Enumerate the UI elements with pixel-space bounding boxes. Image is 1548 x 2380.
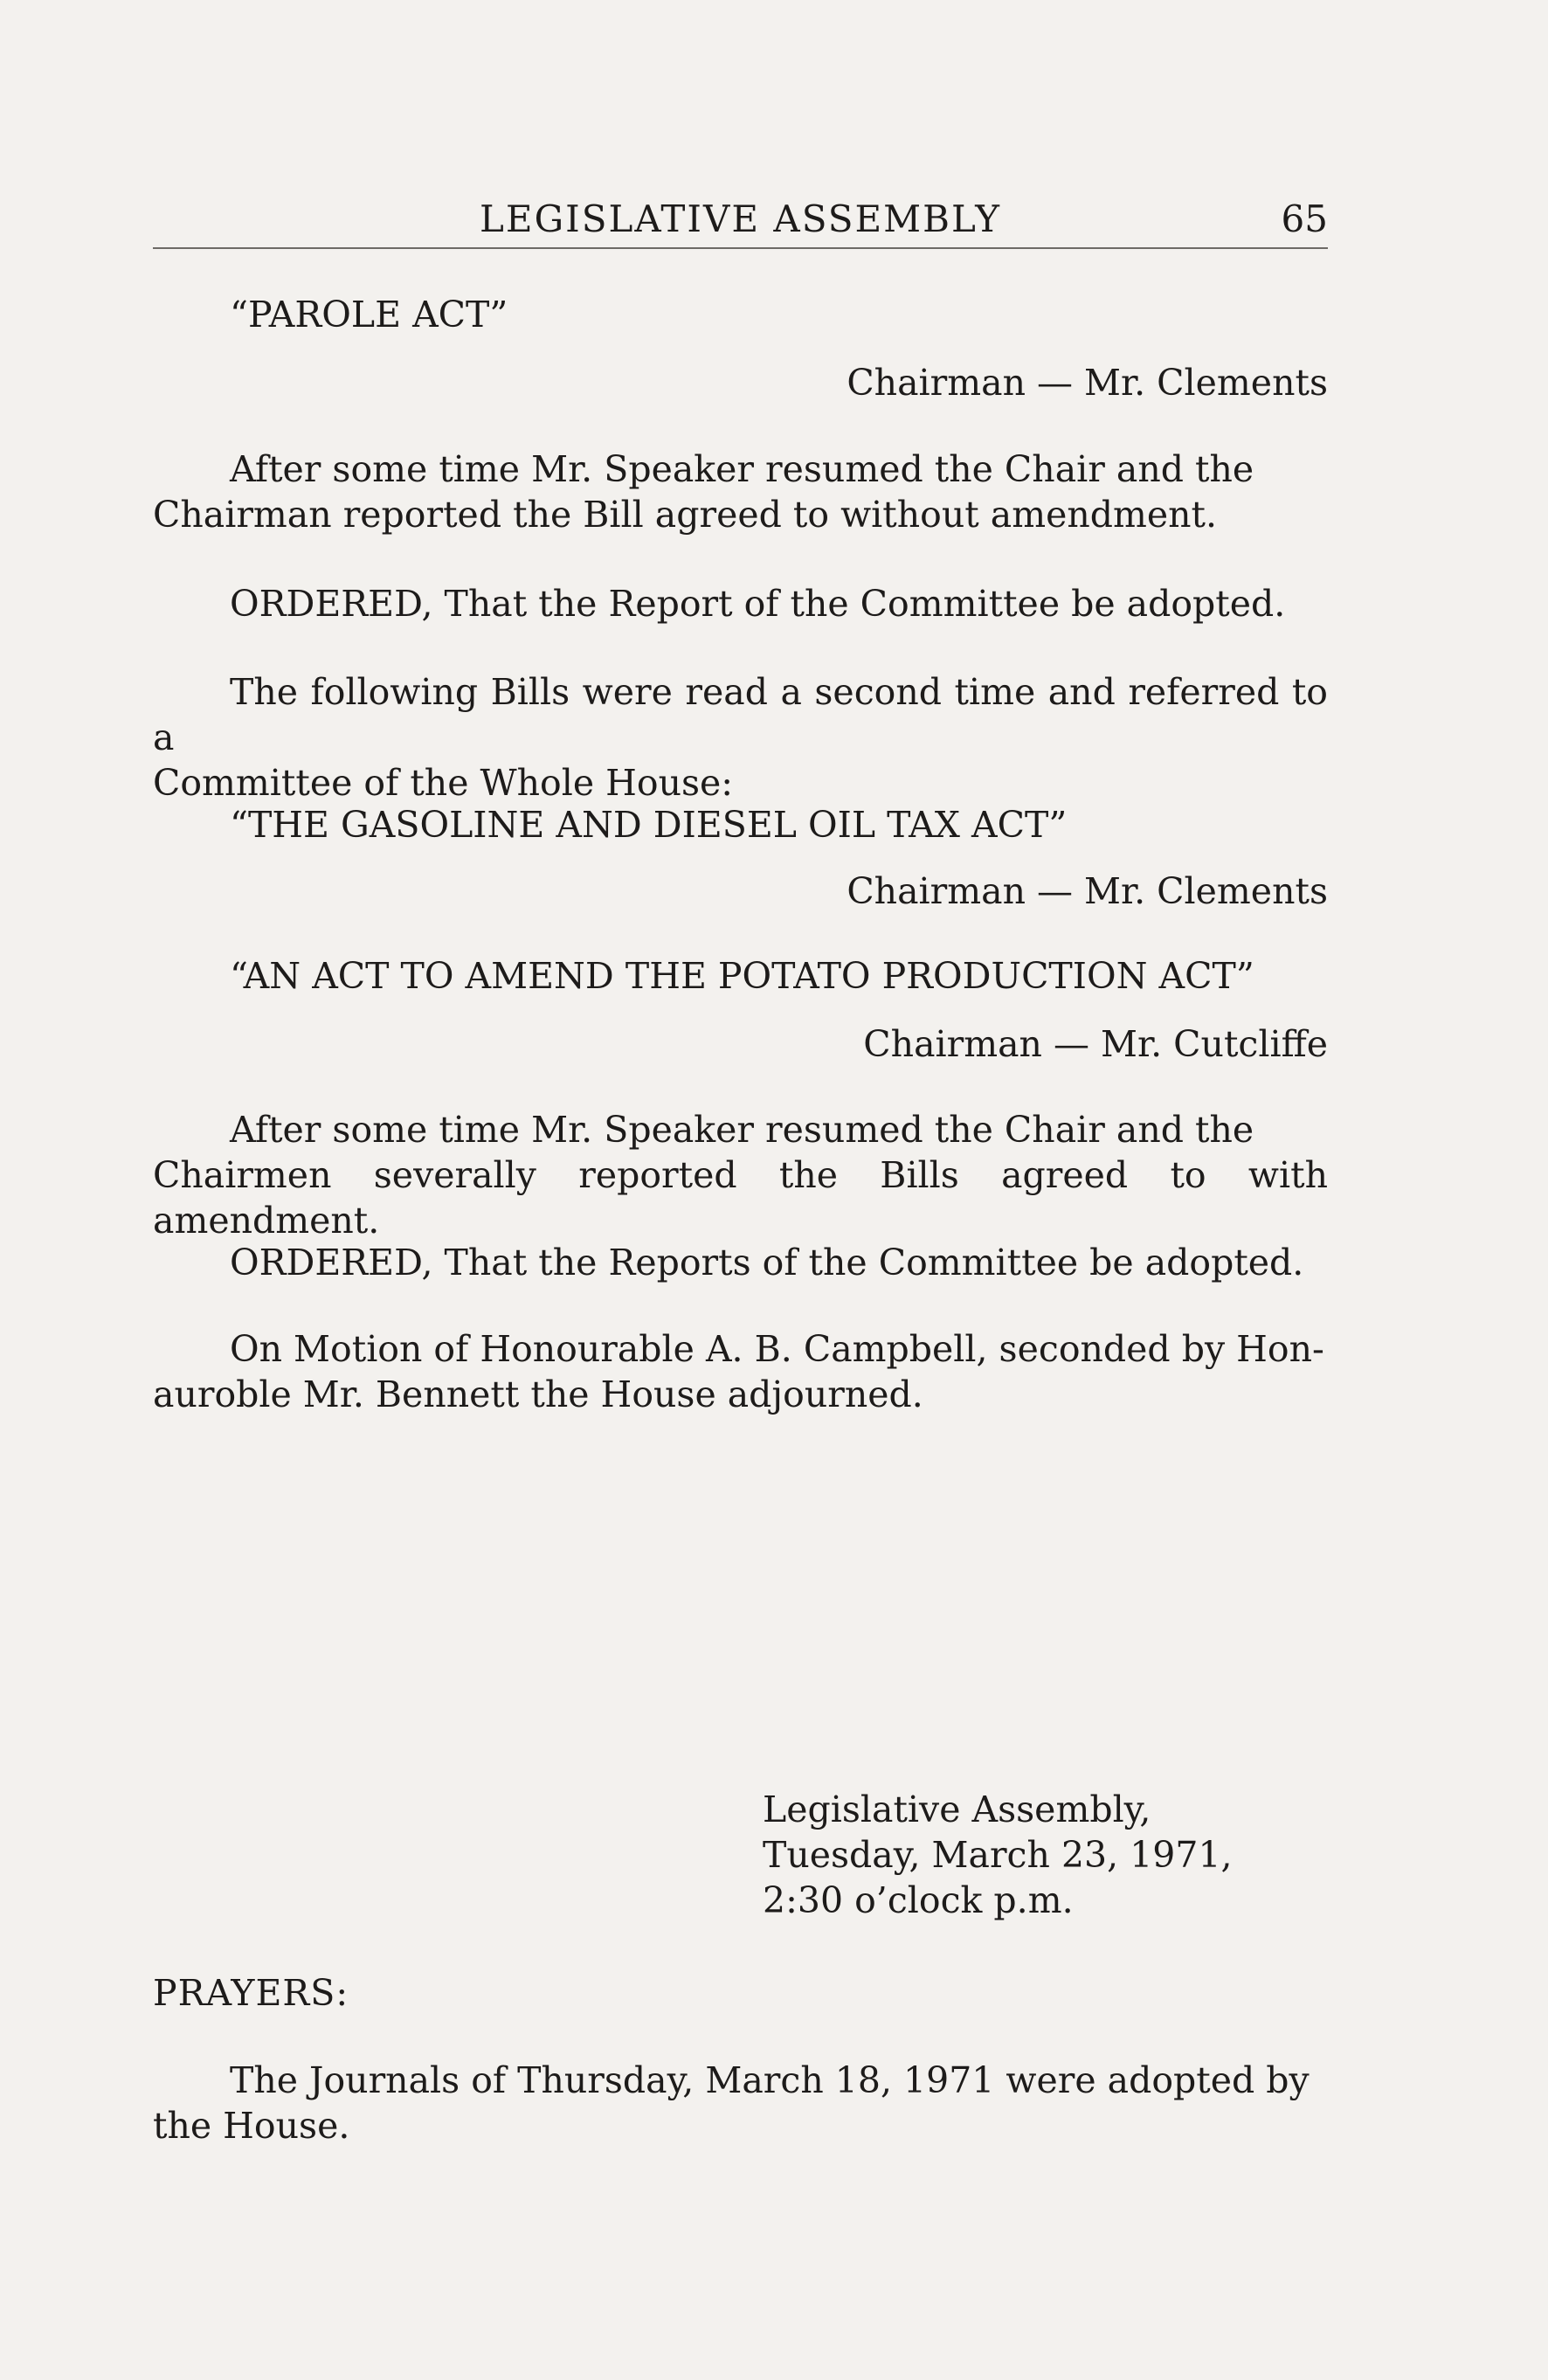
page-number: 65 <box>1281 197 1328 240</box>
date-line: 2:30 o’clock p.m. <box>763 1879 1074 1921</box>
paragraph-line: the House. <box>153 2105 350 2147</box>
paragraph-journals-adopted <box>153 2058 1328 2148</box>
paragraph-speaker-resumed-1 <box>153 446 1328 537</box>
bill-chairman-gasoline-tax: Chairman — Mr. Clements <box>847 870 1328 912</box>
paragraph-speaker-resumed-2 <box>153 1107 1328 1243</box>
prayers-heading: PRAYERS: <box>153 1972 349 2014</box>
paragraph-line: auroble Mr. Bennett the House adjourned. <box>153 1373 923 1415</box>
paragraph-line: Chairmen severally reported the Bills agreed to with amendment. <box>153 1154 1328 1242</box>
paragraph-line: After some time Mr. Speaker resumed the Chair and the <box>230 1109 1254 1151</box>
bill-title-gasoline-tax: “THE GASOLINE AND DIESEL OIL TAX ACT” <box>230 804 1068 846</box>
paragraph-line: On Motion of Honourable A. B. Campbell, seconded by Hon- <box>230 1328 1324 1370</box>
running-head <box>153 197 1328 250</box>
ordered-report-adopted: ORDERED, That the Report of the Committee be adopted. <box>230 583 1286 625</box>
paragraph-second-reading <box>153 669 1328 806</box>
sitting-date-block <box>763 1787 1233 1923</box>
paragraph-line: Chairman reported the Bill agreed to without amendment. <box>153 494 1218 536</box>
date-line: Tuesday, March 23, 1971, <box>763 1834 1233 1876</box>
running-head-title: LEGISLATIVE ASSEMBLY <box>480 197 1001 240</box>
paragraph-line: Committee of the Whole House: <box>153 762 734 804</box>
bill-title-potato-production: “AN ACT TO AMEND THE POTATO PRODUCTION ACT” <box>230 955 1254 997</box>
paragraph-line: After some time Mr. Speaker resumed the Chair and the <box>230 448 1254 490</box>
paragraph-line: The Journals of Thursday, March 18, 1971 were adopted by <box>230 2059 1310 2101</box>
header-rule <box>153 247 1328 249</box>
bill-chairman-parole-act: Chairman — Mr. Clements <box>847 362 1328 404</box>
date-line: Legislative Assembly, <box>763 1788 1151 1830</box>
paragraph-adjournment <box>153 1326 1328 1417</box>
bill-title-parole-act: “PAROLE ACT” <box>230 294 508 336</box>
bill-chairman-potato-production: Chairman — Mr. Cutcliffe <box>863 1023 1328 1065</box>
ordered-reports-adopted: ORDERED, That the Reports of the Committee be adopted. <box>230 1242 1304 1283</box>
paragraph-line: The following Bills were read a second time and referred to a <box>153 671 1328 758</box>
